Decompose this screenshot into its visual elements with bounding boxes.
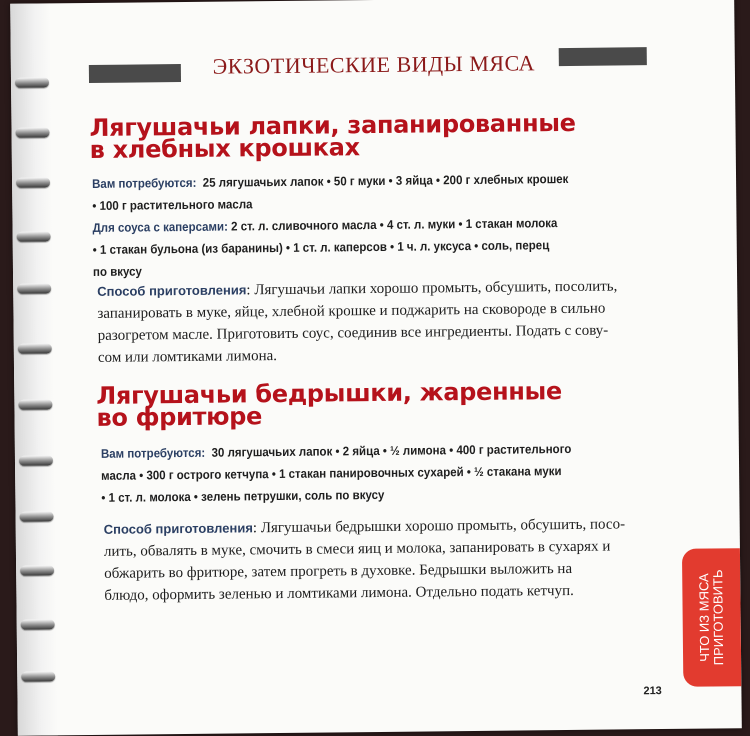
side-tab-line2: ПРИГОТОВИТЬ: [710, 569, 727, 666]
spiral-ring: [18, 399, 52, 409]
spiral-ring: [17, 231, 51, 241]
sauce-label: Для соуса с каперсами:: [92, 219, 228, 235]
ingredients-text: 30 лягушачьих лапок • 2 яйца • ½ лимона • 400 г растительного: [211, 441, 572, 460]
spiral-ring: [16, 177, 50, 187]
page-number: 213: [643, 685, 662, 698]
recipe-2-method-line3: обжарить во фритюре, затем прогреть в духовке. Бедрышки выложить на: [104, 560, 573, 582]
spiral-ring: [19, 455, 53, 465]
recipe-2-ingredients-line2: масла • 300 г острого кетчупа • 1 стакан панировочных сухарей • ½ стакана муки: [101, 464, 562, 483]
header-bar-left: [89, 64, 181, 83]
method-label: Способ приготовления: [103, 520, 253, 537]
ingredients-label: Вам потребуются:: [92, 175, 197, 191]
recipe-1-ingredients-line2: • 100 г растительного масла: [92, 197, 253, 213]
method-text: : Лягушачьи бедрышки хорошо промыть, обсушить, посо-: [252, 516, 626, 537]
spiral-ring: [15, 127, 49, 137]
recipe-2-method: [104, 513, 626, 606]
side-tab-line1: ЧТО ИЗ МЯСА: [696, 573, 713, 662]
ingredients-text: 25 лягушачьих лапок • 50 г муки • 3 яйца • 200 г хлебных крошек: [202, 171, 569, 190]
spiral-ring: [15, 77, 49, 87]
recipe-1-method-line2: запанировать в муке, яйце, хлебной крошке и поджарить на сковороде в сильно: [97, 300, 606, 322]
recipe-1-method-line3: разогретом масле. Приготовить соус, соединив все ингредиенты. Подать с сову-: [97, 322, 609, 344]
spiral-ring: [20, 511, 54, 521]
recipe-2-title-line1: Лягушачьи бедрышки, жаренные: [96, 377, 563, 410]
recipe-2-title-line2: во фритюре: [96, 402, 263, 432]
recipe-1-title-line1: Лягушачьи лапки, запанированные: [89, 108, 576, 142]
recipe-1-sauce-line2: • 1 стакан бульона (из баранины) • 1 ст. л. каперсов • 1 ч. л. уксуса • соль, перец: [92, 238, 550, 257]
recipe-1-ingredients: [92, 168, 569, 283]
recipe-1-method: [97, 275, 618, 368]
method-text: : Лягушачьи лапки хорошо промыть, обсушить, посолить,: [246, 278, 618, 299]
recipe-2-title: [96, 377, 563, 432]
spiral-ring: [17, 283, 51, 293]
sauce-text: 2 ст. л. сливочного масла • 4 ст. л. муки • 1 стакан молока: [231, 216, 558, 234]
recipe-2-method-line4: блюдо, оформить зеленью и ломтиками лимона. Отдельно подать кетчуп.: [104, 582, 574, 604]
chapter-side-tab-label: [697, 569, 726, 665]
ingredients-label: Вам потребуются:: [100, 445, 206, 461]
recipe-1-sauce-line3: по вкусу: [92, 264, 142, 279]
recipe-1-title-line2: в хлебных крошках: [89, 133, 360, 164]
recipe-2-ingredients: [101, 438, 572, 509]
recipe-2-method-line2: лить, обвалять в муке, смочить в смеси яиц и молока, запанировать в сухарях и: [103, 538, 611, 560]
recipe-1-method-line4: сом или ломтиками лимона.: [97, 348, 278, 366]
book-page: [10, 0, 742, 736]
spiral-ring: [21, 619, 55, 629]
section-title: ЭКЗОТИЧЕСКИЕ ВИДЫ МЯСА: [212, 50, 536, 79]
spiral-ring: [20, 565, 54, 575]
spiral-binding: [10, 3, 78, 736]
spiral-ring: [21, 671, 55, 681]
chapter-side-tab: [682, 548, 741, 687]
recipe-2-ingredients-line3: • 1 ст. л. молока • зелень петрушки, соль по вкусу: [101, 487, 385, 505]
method-label: Способ приготовления: [97, 282, 247, 299]
spiral-ring: [18, 343, 52, 353]
recipe-1-title: [89, 108, 576, 164]
header-bar-right: [559, 47, 647, 66]
